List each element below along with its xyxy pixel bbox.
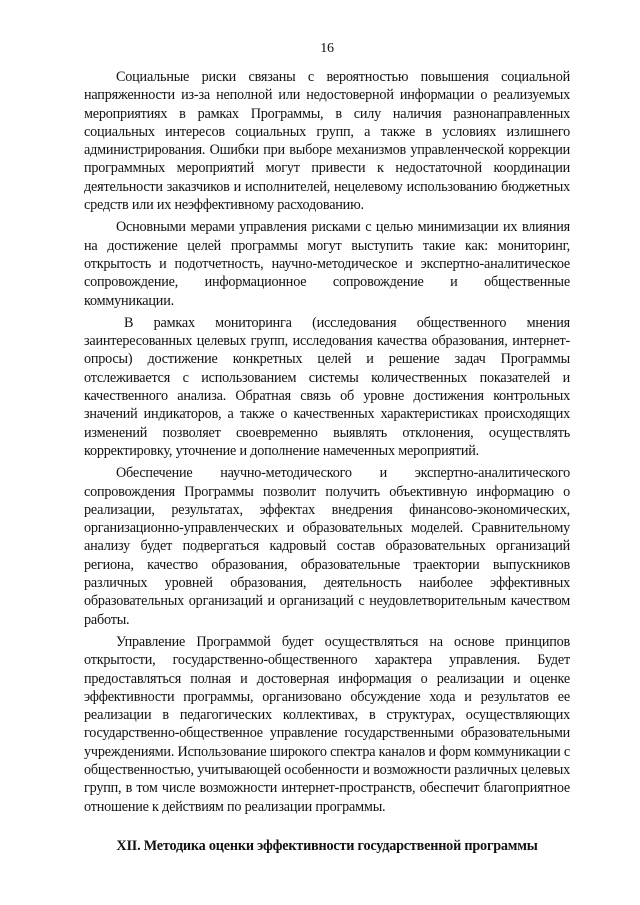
paragraph-risk-management-measures: Основными мерами управления рисками с целью минимизации их влияния на достижение целей программы могут выступить такие как: мониторинг, открытость и подотчетность, научно-методическое и экспертно-аналитическое сопровождение, информационное сопровождение и общественные коммуникации.	[84, 219, 570, 309]
paragraph-scientific-support: Обеспечение научно-методического и экспертно-аналитического сопровождения Программы позволит получить объективную информацию о реализации, результатах, эффектах внедрения финансово-экономических, организационно-управленческих и образовательных моделей. Сравнительному анализу будет подвергаться кадровый состав образовательных организаций региона, качество образования, образовательные траектории выпускников различных уровней образования, деятельность наиболее эффективных образовательных организаций и организаций с неудовлетворительным качеством работы.	[84, 465, 570, 628]
paragraph-social-risks: Социальные риски связаны с вероятностью повышения социальной напряженности из-за неполной или недостоверной информации о реализуемых мероприятиях в рамках Программы, в силу наличия разнонаправленных социальных интересов социальных групп, а также в условиях излишнего администрирования. Ошибки при выборе механизмов управленческой коррекции программных мероприятий могут привести к недостаточной координации деятельности заказчиков и исполнителей, нецелевому использованию бюджетных средств или их неэффективному расходованию.	[84, 69, 570, 214]
section-heading: XII. Методика оценки эффективности государственной программы	[116, 837, 538, 854]
document-page	[84, 40, 570, 855]
paragraph-program-management: Управление Программой будет осуществляться на основе принципов открытости, государственно-общественного характера управления. Будет предоставляться полная и достоверная информация о реализации и оценке эффективности программы, организовано обсуждение хода и результатов ее реализации в педагогических коллективах, в структурах, осуществляющих государственно-общественное управление государственными образовательными учреждениями. Использование широкого спектра каналов и форм коммуникации с общественностью, учитывающей особенности и возможности различных целевых групп, в том числе возможности интернет-пространств, обеспечит благоприятное отношение к действиям по реализации программы.	[84, 633, 570, 815]
page-number: 16	[320, 41, 334, 56]
paragraph-monitoring: В рамках мониторинга (исследования общественного мнения заинтересованных целевых групп, исследования качества образования, интернет-опросы) достижение конкретных целей и решение задач Программы отслеживается с использованием системы количественных показателей и качественного анализа. Обратная связь об уровне достижения контрольных значений индикаторов, а также о качественных характеристиках происходящих изменений позволяет своевременно выявлять отклонения, осуществлять корректировку, уточнение и дополнение намеченных мероприятий.	[84, 314, 570, 459]
